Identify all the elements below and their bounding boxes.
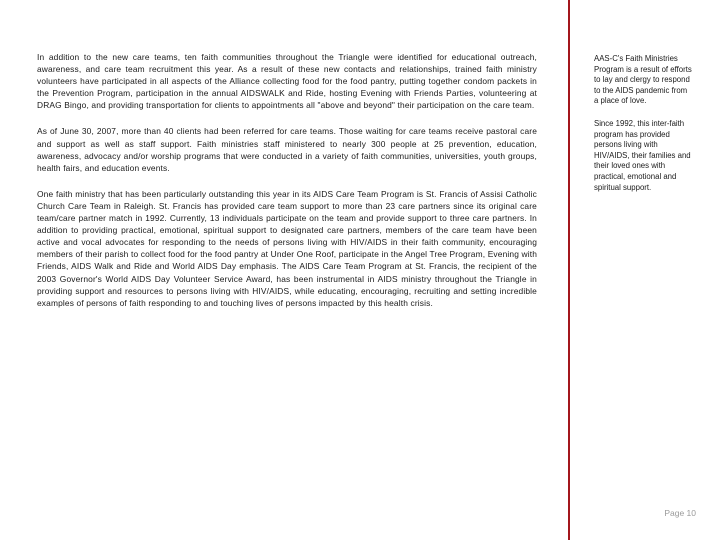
sidebar-paragraph-2: Since 1992, this inter-faith program has provided persons living with HIV/AIDS, their families and their loved ones with practical, emotional and spiritual support. [594, 118, 691, 192]
sidebar-paragraph-1: AAS-C's Faith Ministries Program is a result of efforts to lay and clergy to respond to the AIDS pandemic from a place of love. [594, 54, 692, 106]
page-number: Page 10 [664, 508, 696, 518]
column-divider [568, 0, 570, 540]
sidebar-column [594, 54, 692, 205]
body-paragraph-1: In addition to the new care teams, ten faith communities throughout the Triangle were identified for educational outreach, awareness, and care team recruitment this year. As a result of these new contacts and relationships, trained faith ministry volunteers have participated in all aspects of the Alliance collecting food for the food pantry, putting together condom packets in the Prevention Program, participation in the annual AIDSWALK and Ride, hosting Evening with Friends Parties, volunteering at DRAG Bingo, and providing transportation for clients to appointments all "above and beyond" their participation on the care team. [37, 52, 537, 111]
body-paragraph-3: One faith ministry that has been particularly outstanding this year in its AIDS Care Team Program is St. Francis of Assisi Catholic Church Care Team in Raleigh. St. Francis has provided care team support to more than 23 care partners since its original care team/care partner match in 1992. Currently, 13 individuals participate on the team and provide support to three care partners. In addition to providing practical, emotional, spiritual support to designated care partners, members of the care team have been active and vocal advocates for responding to the needs of persons living with HIV/AIDS in their faith community, encouraging members of their parish to collect food for the food pantry at Under One Roof, participate in the Angel Tree Program, Evening with Friends, AIDS Walk and Ride and World AIDS Day emphasis. The AIDS Care Team Program at St. Francis, the recipient of the 2003 Governor's World AIDS Day Volunteer Service Award, has been instrumental in AIDS ministry throughout the Triangle in providing support and resources to persons living with HIV/AIDS, while educating, encouraging, recruiting and setting incredible examples of persons of faith responding to and touching lives of persons impacted by this health crisis. [37, 188, 537, 308]
body-paragraph-2: As of June 30, 2007, more than 40 clients had been referred for care teams. Those waiting for care teams receive pastoral care and support as well as staff support. Faith ministries staff ministered to nearly 300 people at 25 prevention, education, awareness, advocacy and/or worship programs that were conducted in a variety of faith communities, universities, youth groups, health fairs, and education events. [37, 126, 537, 173]
main-column [37, 51, 537, 323]
